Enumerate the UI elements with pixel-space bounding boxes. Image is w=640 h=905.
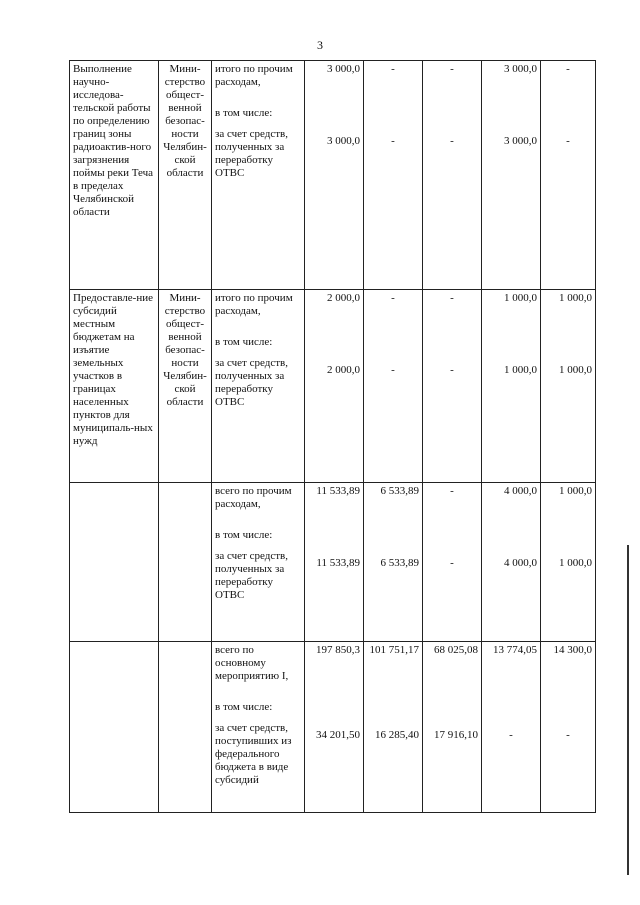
event-cell xyxy=(70,642,159,813)
value-top: - xyxy=(450,63,454,75)
value-top: 197 850,3 xyxy=(316,644,360,656)
value-year1-cell xyxy=(364,61,423,290)
value-bottom: 34 201,50 xyxy=(316,729,360,741)
executor-cell: Мини-стерство общест-венной безопас-ности Челябин-ской области xyxy=(159,290,212,483)
value-bottom: - xyxy=(391,364,395,376)
event-cell: Выполнение научно-исследова-тельской работы по определению границ зоны радиоактив-ного загрязнения поймы реки Теча в пределах Челябинской области xyxy=(70,61,159,290)
value-bottom: 1 000,0 xyxy=(559,364,592,376)
value-top: - xyxy=(450,485,454,497)
value-bottom: 3 000,0 xyxy=(504,135,537,147)
value-year4-cell xyxy=(541,483,596,642)
funding-total-label: итого по прочим расходам, xyxy=(215,292,293,317)
value-year3-cell xyxy=(482,290,541,483)
value-bottom: 1 000,0 xyxy=(504,364,537,376)
value-bottom: 17 916,10 xyxy=(434,729,478,741)
value-top: 6 533,89 xyxy=(380,485,419,497)
value-bottom: - xyxy=(450,557,454,569)
value-bottom: 6 533,89 xyxy=(380,557,419,569)
value-year4-cell xyxy=(541,642,596,813)
value-year2-cell xyxy=(423,61,482,290)
value-top: 68 025,08 xyxy=(434,644,478,656)
value-bottom: 11 533,89 xyxy=(316,557,360,569)
value-year2-cell xyxy=(423,483,482,642)
value-bottom: - xyxy=(450,364,454,376)
event-cell: Предоставле-ние субсидий местным бюджетам на изъятие земельных участков в границах населенных пунктов для муниципаль-ных нужд xyxy=(70,290,159,483)
funding-detail-label: за счет средств, полученных за переработку ОТВС xyxy=(215,357,288,408)
value-total-cell xyxy=(305,483,364,642)
funding-total-label: всего по основному мероприятию I, xyxy=(215,644,289,682)
executor-cell xyxy=(159,483,212,642)
value-total-cell xyxy=(305,290,364,483)
budget-table xyxy=(69,60,596,813)
value-top: 11 533,89 xyxy=(316,485,360,497)
value-total-cell xyxy=(305,642,364,813)
value-top: - xyxy=(391,63,395,75)
funding-including-label: в том числе: xyxy=(215,107,273,119)
value-year3-cell xyxy=(482,61,541,290)
funding-source-cell xyxy=(212,642,305,813)
value-year3-cell xyxy=(482,642,541,813)
funding-source-cell xyxy=(212,290,305,483)
page-number: 3 xyxy=(317,38,323,52)
executor-cell xyxy=(159,642,212,813)
funding-source-cell xyxy=(212,483,305,642)
value-bottom: 1 000,0 xyxy=(559,557,592,569)
value-top: 1 000,0 xyxy=(559,485,592,497)
table-row xyxy=(70,642,596,813)
value-top: 2 000,0 xyxy=(327,292,360,304)
scan-edge-line xyxy=(627,545,629,875)
value-total-cell xyxy=(305,61,364,290)
value-bottom: 2 000,0 xyxy=(327,364,360,376)
value-year1-cell xyxy=(364,290,423,483)
funding-total-label: итого по прочим расходам, xyxy=(215,63,293,88)
value-top: - xyxy=(566,63,570,75)
value-year3-cell xyxy=(482,483,541,642)
funding-detail-label: за счет средств, поступивших из федерального бюджета в виде субсидий xyxy=(215,722,292,786)
funding-including-label: в том числе: xyxy=(215,701,273,713)
executor-cell: Мини-стерство общест-венной безопас-ности Челябин-ской области xyxy=(159,61,212,290)
value-top: 1 000,0 xyxy=(559,292,592,304)
value-top: 3 000,0 xyxy=(504,63,537,75)
value-bottom: 4 000,0 xyxy=(504,557,537,569)
funding-including-label: в том числе: xyxy=(215,529,273,541)
value-year1-cell xyxy=(364,483,423,642)
value-bottom: - xyxy=(566,729,570,741)
value-top: 14 300,0 xyxy=(553,644,592,656)
funding-detail-label: за счет средств, полученных за переработку ОТВС xyxy=(215,550,288,601)
value-top: 3 000,0 xyxy=(327,63,360,75)
table-row xyxy=(70,290,596,483)
funding-including-label: в том числе: xyxy=(215,336,273,348)
value-bottom: 16 285,40 xyxy=(375,729,419,741)
value-year1-cell xyxy=(364,642,423,813)
value-year4-cell xyxy=(541,290,596,483)
table-row xyxy=(70,61,596,290)
value-bottom: - xyxy=(391,135,395,147)
funding-total-label: всего по прочим расходам, xyxy=(215,485,292,510)
value-bottom: 3 000,0 xyxy=(327,135,360,147)
value-top: - xyxy=(391,292,395,304)
value-year4-cell xyxy=(541,61,596,290)
value-top: 4 000,0 xyxy=(504,485,537,497)
funding-detail-label: за счет средств, полученных за переработку ОТВС xyxy=(215,128,288,179)
value-top: 1 000,0 xyxy=(504,292,537,304)
funding-source-cell xyxy=(212,61,305,290)
table-row xyxy=(70,483,596,642)
event-cell xyxy=(70,483,159,642)
value-year2-cell xyxy=(423,290,482,483)
value-bottom: - xyxy=(566,135,570,147)
value-bottom: - xyxy=(450,135,454,147)
value-bottom: - xyxy=(509,729,513,741)
value-top: 13 774,05 xyxy=(493,644,537,656)
value-top: 101 751,17 xyxy=(369,644,419,656)
value-year2-cell xyxy=(423,642,482,813)
value-top: - xyxy=(450,292,454,304)
